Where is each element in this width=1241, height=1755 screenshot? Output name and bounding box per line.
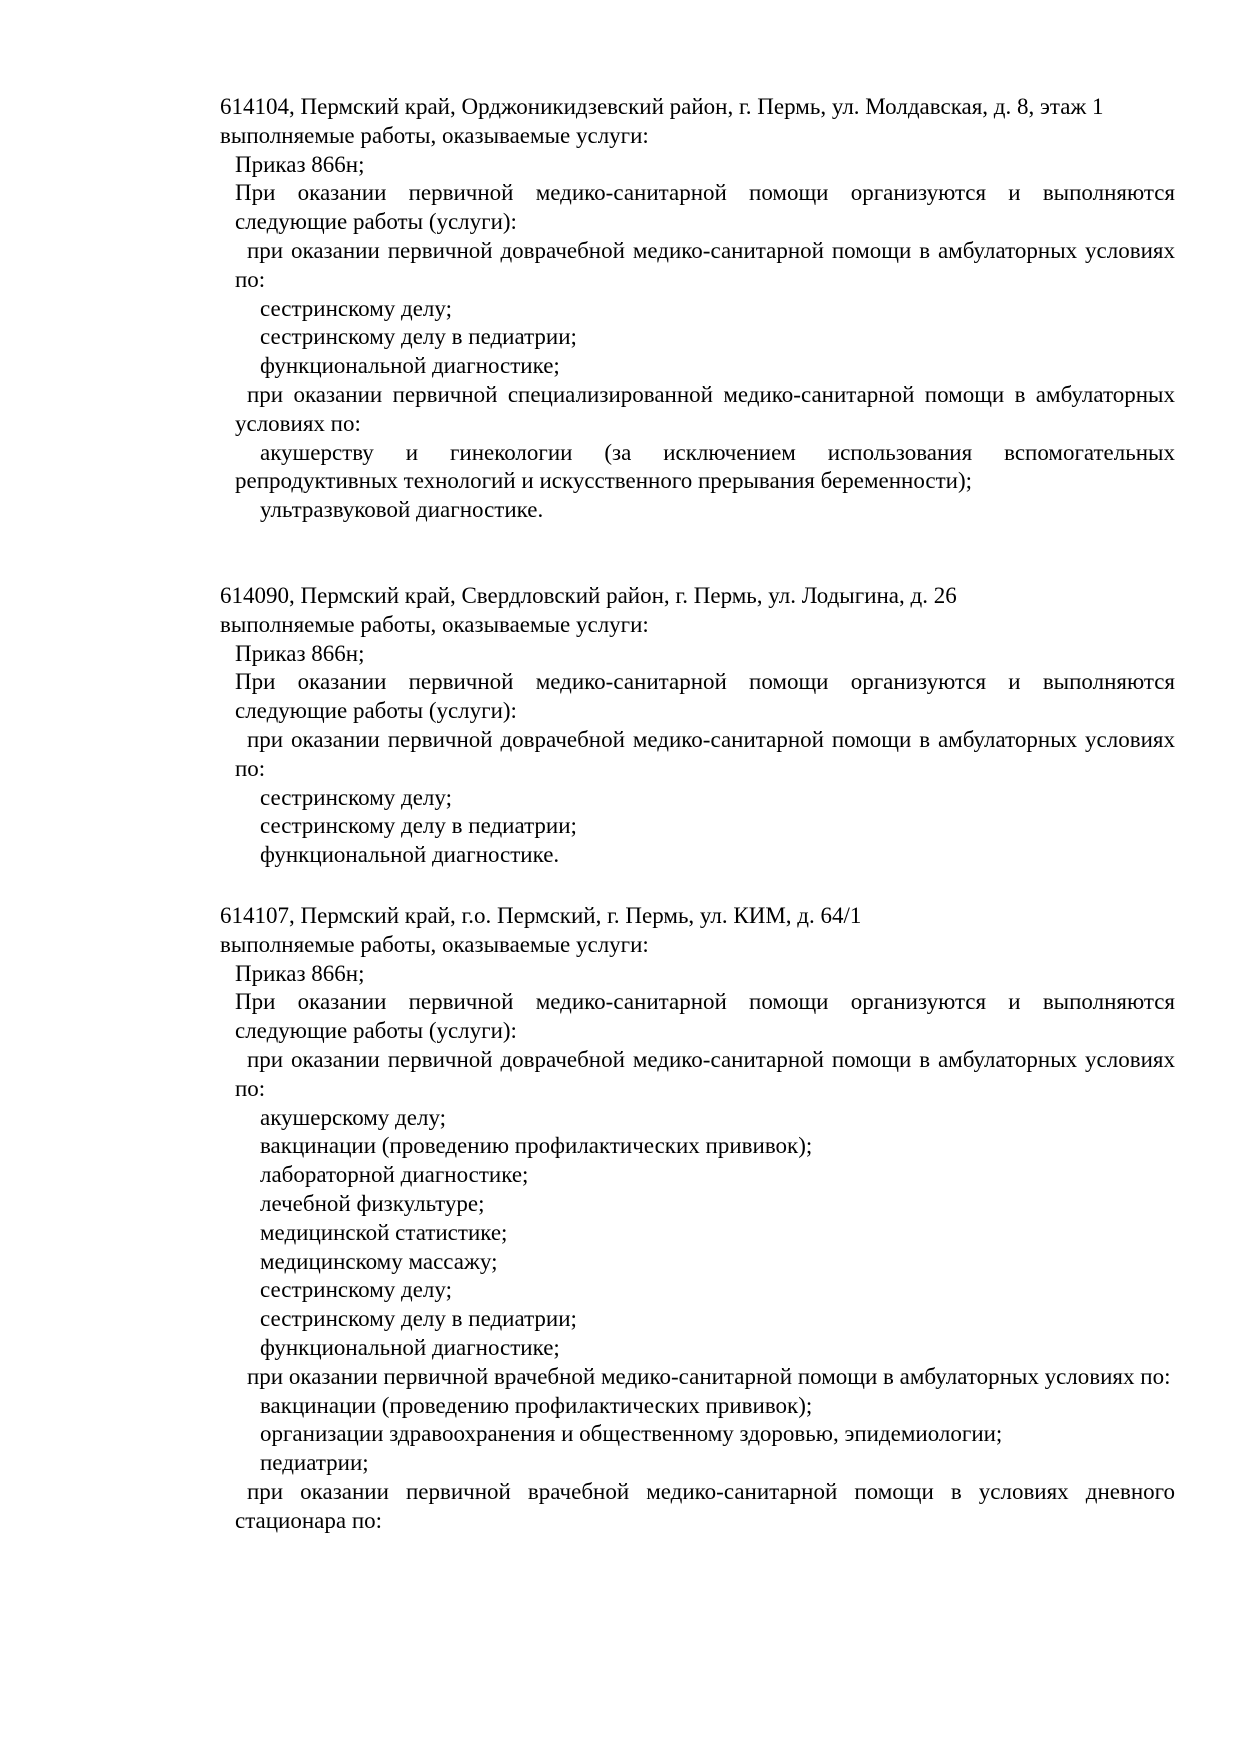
section-address: 614107, Пермский край, г.о. Пермский, г. Пермь, ул. КИМ, д. 64/1 [220,903,862,928]
list-item: ультразвуковой диагностике. [260,497,544,523]
group-title: при оказании первичной доврачебной медико-санитарной помощи в амбулаторных условиях по: [235,726,1175,781]
list-item: сестринскому делу; [260,784,452,810]
section-address: 614090, Пермский край, Свердловский район, г. Пермь, ул. Лодыгина, д. 26 [220,583,957,608]
list-item: медицинской статистике; [260,1219,508,1245]
list-item: функциональной диагностике; [260,1334,560,1360]
intro-paragraph: При оказании первичной медико-санитарной помощи организуются и выполняются следующие работы (услуги): [235,669,1175,724]
group-title: при оказании первичной врачебной медико-санитарной помощи в условиях дневного стационара по: [235,1478,1175,1533]
list-item: сестринскому делу в педиатрии; [260,1306,577,1332]
order-line: Приказ 866н; [235,960,365,986]
section-3 [220,902,1175,1536]
section-address: 614104, Пермский край, Орджоникидзевский район, г. Пермь, ул. Молдавская, д. 8, этаж 1 [220,94,1104,119]
intro-paragraph: При оказании первичной медико-санитарной помощи организуются и выполняются следующие работы (услуги): [235,989,1175,1044]
list-item: лабораторной диагностике; [260,1162,529,1188]
list-item: акушерскому делу; [260,1104,447,1130]
list-item: лечебной физкультуре; [260,1190,485,1216]
list-item: вакцинации (проведению профилактических прививок); [260,1133,813,1159]
group-title: при оказании первичной доврачебной медико-санитарной помощи в амбулаторных условиях по: [235,1046,1175,1101]
list-item: функциональной диагностике. [260,842,560,868]
order-line: Приказ 866н; [235,151,365,177]
works-header: выполняемые работы, оказываемые услуги: [220,611,649,637]
intro-paragraph: При оказании первичной медико-санитарной помощи организуются и выполняются следующие работы (услуги): [235,180,1175,235]
works-header: выполняемые работы, оказываемые услуги: [220,931,649,957]
group-title: при оказании первичной доврачебной медико-санитарной помощи в амбулаторных условиях по: [235,237,1175,292]
list-item: функциональной диагностике; [260,353,560,379]
list-item: сестринскому делу; [260,295,452,321]
works-header: выполняемые работы, оказываемые услуги: [220,122,649,148]
list-item: сестринскому делу в педиатрии; [260,813,577,839]
list-item: акушерству и гинекологии (за исключением использования вспомогательных репродуктивных технологий и искусственного прерывания беременности); [235,439,1175,494]
section-1 [220,93,1175,525]
group-title: при оказании первичной врачебной медико-санитарной помощи в амбулаторных условиях по: [247,1363,1171,1389]
list-item: сестринскому делу в педиатрии; [260,324,577,350]
group-title: при оказании первичной специализированной медико-санитарной помощи в амбулаторных условиях по: [235,381,1175,436]
section-2 [220,582,1175,870]
list-item: организации здравоохранения и общественному здоровью, эпидемиологии; [260,1421,1003,1447]
list-item: вакцинации (проведению профилактических прививок); [260,1392,813,1418]
order-line: Приказ 866н; [235,640,365,666]
list-item: педиатрии; [260,1450,369,1476]
list-item: медицинскому массажу; [260,1248,498,1274]
list-item: сестринскому делу; [260,1277,452,1303]
